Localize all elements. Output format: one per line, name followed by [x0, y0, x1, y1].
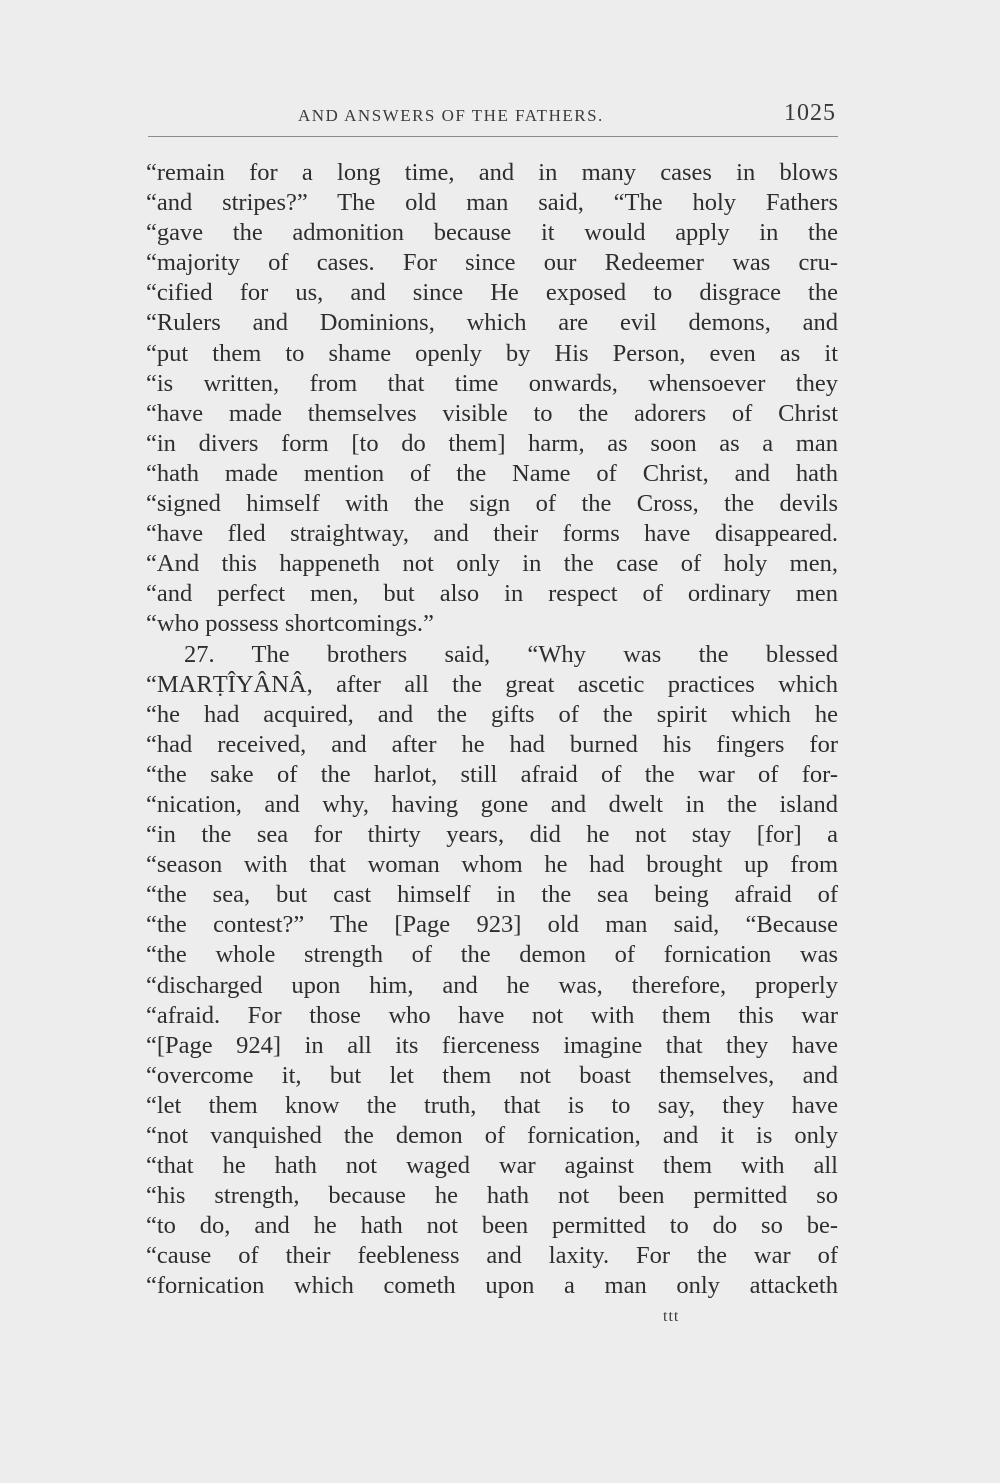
text-line: “nication, and why, having gone and dwelt in the island — [146, 790, 838, 818]
text-line: “season with that woman whom he had brought up from — [146, 851, 838, 879]
text-line: “the sake of the harlot, still afraid of the war of for- — [146, 760, 838, 788]
text-line: “have made themselves visible to the adorers of Christ — [146, 399, 838, 427]
text-line: “let them know the truth, that is to say, they have — [146, 1091, 838, 1119]
signature-mark: ttt — [663, 1308, 680, 1325]
body-text — [146, 158, 838, 1302]
running-head — [148, 100, 838, 136]
running-title: AND ANSWERS OF THE FATHERS. — [298, 106, 604, 125]
text-line: “in the sea for thirty years, did he not stay [for] a — [146, 821, 838, 849]
text-line: “have fled straightway, and their forms have disappeared. — [146, 520, 838, 548]
text-line: “in divers form [to do them] harm, as soon as a man — [146, 429, 838, 457]
paragraph-start-line: 27. The brothers said, “Why was the blessed — [184, 640, 838, 668]
header-rule — [148, 136, 838, 137]
text-line: “majority of cases. For since our Redeemer was cru- — [146, 249, 838, 277]
text-line: “cause of their feebleness and laxity. For the war of — [146, 1242, 838, 1270]
text-line: “the whole strength of the demon of fornication was — [146, 941, 838, 969]
text-line: “hath made mention of the Name of Christ, and hath — [146, 459, 838, 487]
text-line: “discharged upon him, and he was, therefore, properly — [146, 971, 838, 999]
text-line: “remain for a long time, and in many cases in blows — [146, 159, 838, 186]
text-line: “and stripes?” The old man said, “The holy Fathers — [146, 189, 838, 217]
text-line: “is written, from that time onwards, whensoever they — [146, 369, 838, 397]
text-line: “put them to shame openly by His Person, even as it — [146, 339, 838, 367]
text-line: “who possess shortcomings.” — [146, 610, 434, 638]
text-line: “cified for us, and since He exposed to disgrace the — [146, 279, 838, 307]
text-line: “that he hath not waged war against them with all — [146, 1152, 838, 1180]
text-line: “the sea, but cast himself in the sea being afraid of — [146, 881, 838, 909]
text-line: “not vanquished the demon of fornication, and it is only — [146, 1122, 838, 1149]
text-line: “and perfect men, but also in respect of ordinary men — [146, 580, 838, 608]
text-line: “the contest?” The [Page 923] old man said, “Because — [146, 911, 838, 939]
text-line: “had received, and after he had burned his fingers for — [146, 730, 838, 758]
text-line: “he had acquired, and the gifts of the spirit which he — [146, 700, 838, 728]
text-line: “gave the admonition because it would apply in the — [146, 219, 838, 247]
text-line: “MARṬÎYÂNÂ, after all the great ascetic practices which — [146, 670, 838, 698]
text-line: “And this happeneth not only in the case of holy men, — [146, 550, 838, 578]
text-line: “afraid. For those who have not with them this war — [146, 1001, 838, 1029]
text-line: “fornication which cometh upon a man only attacketh — [146, 1272, 838, 1300]
text-line: “[Page 924] in all its fierceness imagine that they have — [146, 1031, 838, 1059]
text-line: “signed himself with the sign of the Cross, the devils — [146, 490, 838, 518]
page-number: 1025 — [784, 100, 836, 126]
text-line: “his strength, because he hath not been permitted so — [146, 1182, 838, 1210]
text-line: “Rulers and Dominions, which are evil demons, and — [146, 309, 838, 337]
text-line: “to do, and he hath not been permitted to do so be- — [146, 1212, 838, 1240]
text-line: “overcome it, but let them not boast themselves, and — [146, 1061, 838, 1089]
